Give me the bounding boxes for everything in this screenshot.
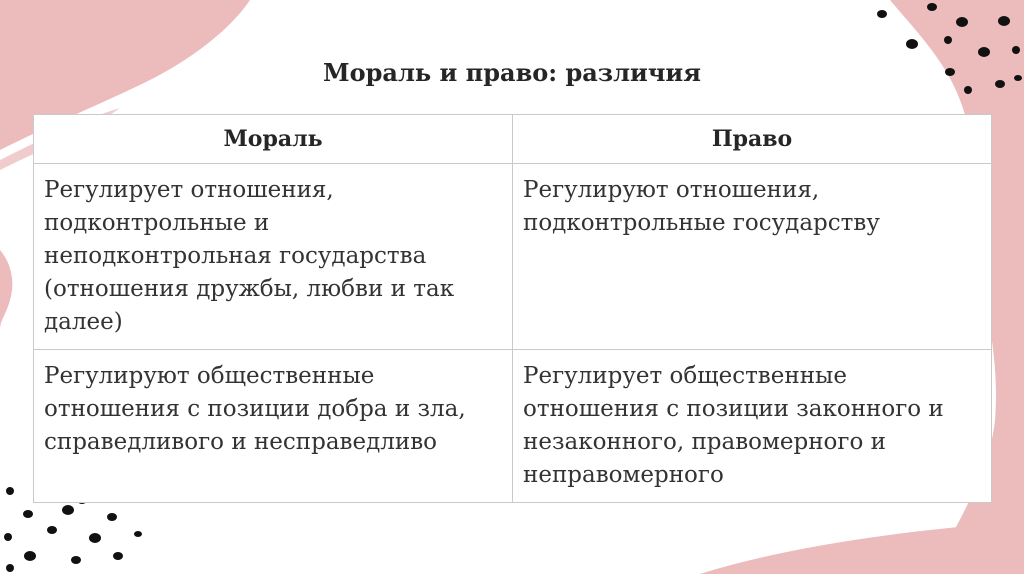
page-title: Мораль и право: различия [323, 58, 701, 87]
pink-brush-bottom [700, 520, 1024, 574]
comparison-table [33, 114, 992, 503]
table-row [34, 164, 992, 350]
header-law: Право [513, 115, 992, 164]
table-header-row [34, 115, 992, 164]
cell-law-row-2: Регулирует общественные отношения с позиции законного и незаконного, правомерного и неправомерного [513, 350, 992, 503]
cell-morality-row-2: Регулируют общественные отношения с позиции добра и зла, справедливого и несправедливо [34, 350, 513, 503]
header-morality: Мораль [34, 115, 513, 164]
table-row [34, 350, 992, 503]
cell-morality-row-1: Регулирует отношения, подконтрольные и неподконтрольная государства (отношения дружбы, любви и так далее) [34, 164, 513, 350]
pink-brush-left-mid [0, 250, 12, 330]
cell-law-row-1: Регулируют отношения, подконтрольные государству [513, 164, 992, 350]
